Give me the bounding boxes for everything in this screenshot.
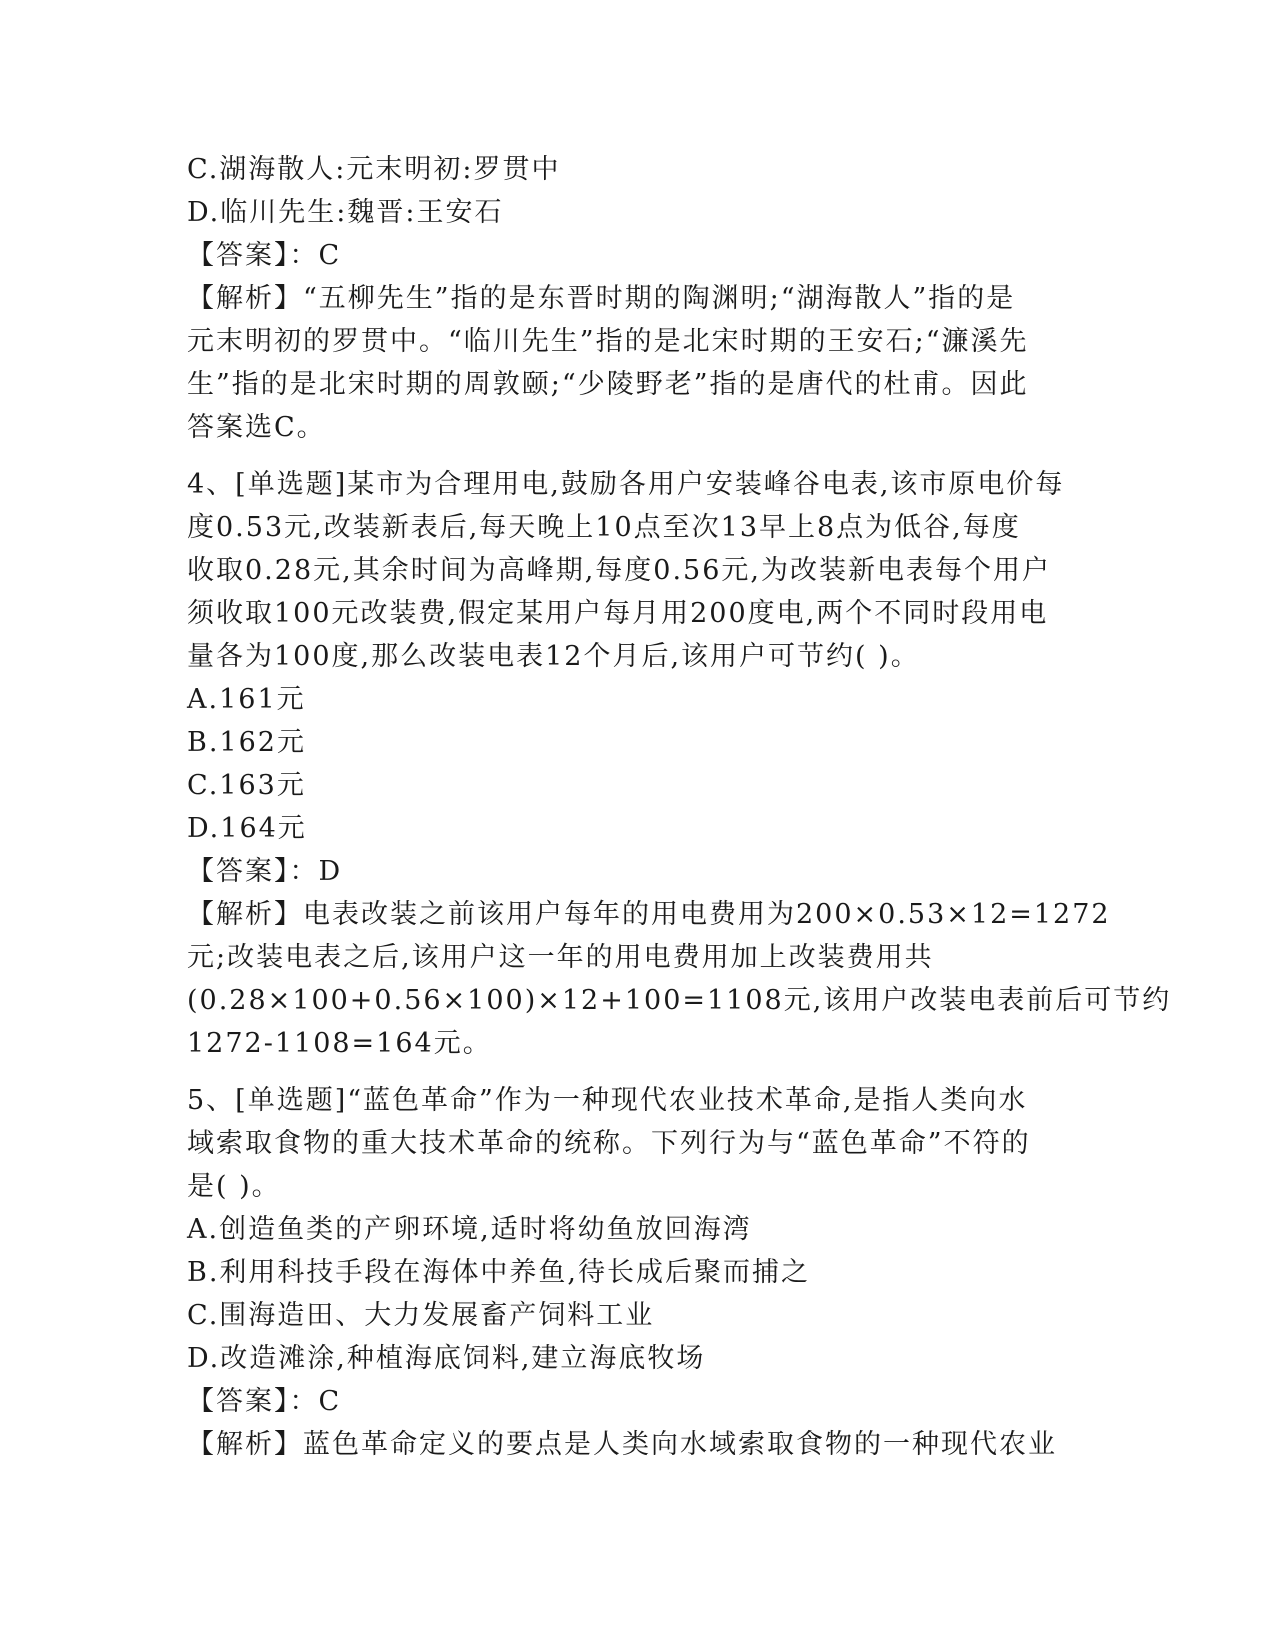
q4-stem-line: 4、[单选题]某市为合理用电,鼓励各用户安装峰谷电表,该市原电价每 [187, 469, 1065, 500]
q4-analysis-line: 【解析】电表改装之前该用户每年的用电费用为200×0.53×12=1272 [187, 899, 1111, 930]
q4-stem-line: 收取0.28元,其余时间为高峰期,每度0.56元,为改装新电表每个用户 [187, 555, 1051, 586]
spacer [187, 449, 1087, 463]
q5-stem-line: 域索取食物的重大技术革命的统称。下列行为与“蓝色革命”不符的 [187, 1128, 1031, 1159]
q5-analysis-line: 【解析】蓝色革命定义的要点是人类向水域索取食物的一种现代农业 [187, 1429, 1057, 1460]
q4-option-a: A.161元 [187, 684, 306, 715]
q3-answer: 【答案】：C [187, 240, 342, 271]
q4-analysis-line: 元;改装电表之后,该用户这一年的用电费用加上改装费用共 [187, 942, 934, 973]
q5-answer: 【答案】：C [187, 1386, 342, 1417]
q5-option-d: D.改造滩涂,种植海底饲料,建立海底牧场 [187, 1343, 706, 1374]
q4-analysis-line: 1272-1108=164元。 [187, 1028, 492, 1059]
q5-option-c: C.围海造田、大力发展畜产饲料工业 [187, 1300, 655, 1331]
q3-analysis-line: 【解析】“五柳先生”指的是东晋时期的陶渊明;“湖海散人”指的是 [187, 283, 1016, 314]
q4-option-d: D.164元 [187, 813, 307, 844]
q3-analysis-line: 元末明初的罗贯中。“临川先生”指的是北宋时期的王安石;“濂溪先 [187, 326, 1029, 357]
q3-option-d: D.临川先生:魏晋:王安石 [187, 197, 504, 228]
q3-analysis-line: 生”指的是北宋时期的周敦颐;“少陵野老”指的是唐代的杜甫。因此 [187, 369, 1029, 400]
q4-stem-line: 量各为100度,那么改装电表12个月后,该用户可节约( )。 [187, 641, 920, 672]
q4-answer: 【答案】：D [187, 856, 343, 887]
q5-stem-line: 是( )。 [187, 1171, 281, 1202]
q3-option-c: C.湖海散人:元末明初:罗贯中 [187, 154, 561, 185]
q4-analysis-line: (0.28×100+0.56×100)×12+100=1108元,该用户改装电表前后可节约 [187, 985, 1172, 1016]
q5-stem-line: 5、[单选题]“蓝色革命”作为一种现代农业技术革命,是指人类向水 [187, 1085, 1028, 1116]
q5-option-b: B.利用科技手段在海体中养鱼,待长成后聚而捕之 [187, 1257, 811, 1288]
q4-stem-line: 度0.53元,改装新表后,每天晚上10点至次13早上8点为低谷,每度 [187, 512, 1021, 543]
q4-stem-line: 须收取100元改装费,假定某用户每月用200度电,两个不同时段用电 [187, 598, 1049, 629]
q4-option-b: B.162元 [187, 727, 306, 758]
q4-option-c: C.163元 [187, 770, 306, 801]
document-page [187, 148, 1172, 1466]
spacer [187, 1065, 1087, 1079]
q3-analysis-line: 答案选C。 [187, 412, 326, 443]
q5-option-a: A.创造鱼类的产卵环境,适时将幼鱼放回海湾 [187, 1214, 752, 1245]
